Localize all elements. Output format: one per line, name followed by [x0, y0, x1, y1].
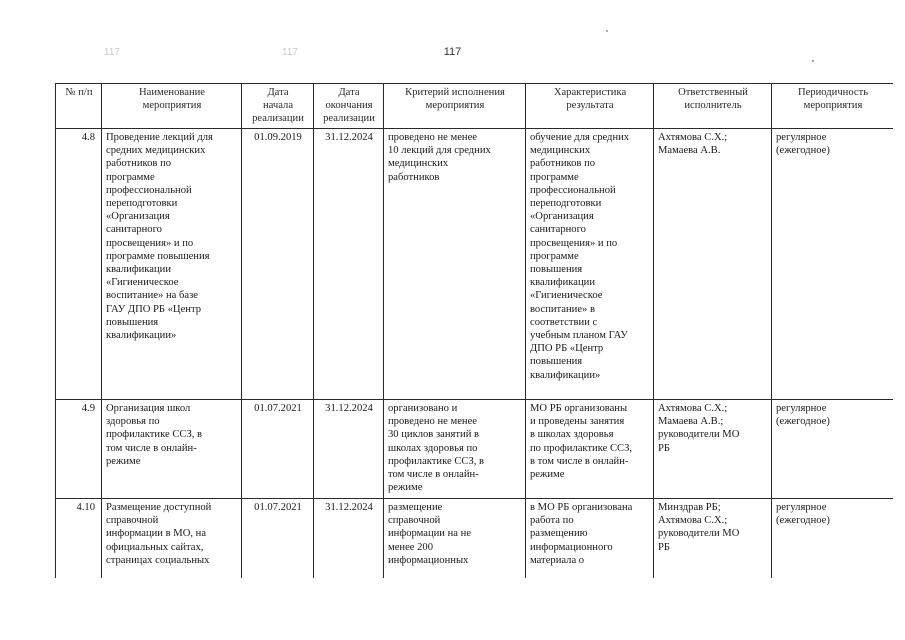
- header-responsible: Ответственный исполнитель: [654, 84, 772, 129]
- scan-speck: [812, 60, 814, 62]
- activity-name: Проведение лекций для средних медицинских работников по программе профессиональной переподготовки «Организация санитарного просвещения» и по программе повышения квалификации «Гигиеническое воспитание» на базе ГАУ ДПО РБ «Центр повышения квалификации»: [102, 129, 242, 400]
- header-name: Наименование мероприятия: [102, 84, 242, 129]
- row-number: 4.8: [56, 129, 102, 400]
- header-start-date: Дата начала реализации: [242, 84, 314, 129]
- header-result: Характеристика результата: [526, 84, 654, 129]
- faint-page-number-middle: 117: [282, 47, 298, 58]
- responsible: Ахтямова С.Х.; Мамаева А.В.; руководители МО РБ: [654, 400, 772, 499]
- activities-table: [55, 83, 893, 578]
- criterion: организовано и проведено не менее 30 циклов занятий в школах здоровья по профилактике ССЗ, в том числе в онлайн- режиме: [384, 400, 526, 499]
- row-number: 4.9: [56, 400, 102, 499]
- faint-page-number-left: 117: [104, 47, 120, 58]
- row-number: 4.10: [56, 499, 102, 579]
- end-date: 31.12.2024: [314, 129, 384, 400]
- start-date: 01.07.2021: [242, 499, 314, 579]
- header-end-date: Дата окончания реализации: [314, 84, 384, 129]
- table-row: [56, 400, 894, 499]
- start-date: 01.09.2019: [242, 129, 314, 400]
- page-number: 117: [443, 46, 462, 58]
- activities-table-container: [55, 83, 893, 578]
- periodicity: регулярное (ежегодное): [772, 129, 894, 400]
- activity-name: Организация школ здоровья по профилактике ССЗ, в том числе в онлайн- режиме: [102, 400, 242, 499]
- end-date: 31.12.2024: [314, 499, 384, 579]
- header-criterion: Критерий исполнения мероприятия: [384, 84, 526, 129]
- scan-speck: [606, 30, 608, 32]
- activity-name: Размещение доступной справочной информации в МО, на официальных сайтах, страницах социальных: [102, 499, 242, 579]
- table-row: [56, 499, 894, 579]
- periodicity: регулярное (ежегодное): [772, 400, 894, 499]
- criterion: проведено не менее 10 лекций для средних медицинских работников: [384, 129, 526, 400]
- table-header-row: [56, 84, 894, 129]
- start-date: 01.07.2021: [242, 400, 314, 499]
- periodicity: регулярное (ежегодное): [772, 499, 894, 579]
- criterion: размещение справочной информации на не менее 200 информационных: [384, 499, 526, 579]
- table-row: [56, 129, 894, 400]
- responsible: Ахтямова С.Х.; Мамаева А.В.: [654, 129, 772, 400]
- result: обучение для средних медицинских работников по программе профессиональной переподготовки «Организация санитарного просвещения» и по программе повышения квалификации «Гигиеническое воспитание» в соответствии с учебным планом ГАУ ДПО РБ «Центр повышения квалификации»: [526, 129, 654, 400]
- end-date: 31.12.2024: [314, 400, 384, 499]
- result: МО РБ организованы и проведены занятия в школах здоровья по профилактике ССЗ, в том числе в онлайн- режиме: [526, 400, 654, 499]
- result: в МО РБ организована работа по размещению информационного материала о: [526, 499, 654, 579]
- responsible: Минздрав РБ; Ахтямова С.Х.; руководители МО РБ: [654, 499, 772, 579]
- header-periodicity: Периодичность мероприятия: [772, 84, 894, 129]
- header-number: № п/п: [56, 84, 102, 129]
